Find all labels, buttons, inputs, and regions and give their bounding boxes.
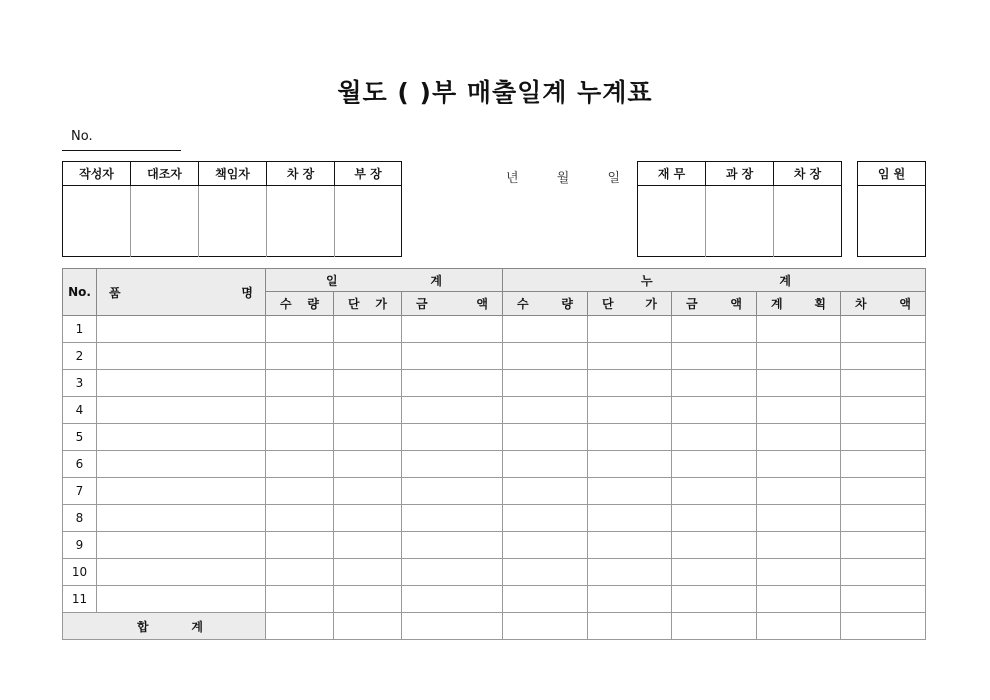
hdr-char: 획 — [814, 297, 826, 311]
table-cell[interactable] — [402, 478, 503, 505]
date-year-label: 년 — [506, 171, 519, 186]
approval-deputy2-sign[interactable] — [774, 186, 842, 257]
total-cell[interactable] — [757, 613, 841, 640]
table-cell[interactable] — [503, 343, 588, 370]
hdr-char: 액 — [899, 297, 912, 311]
sales-table — [62, 268, 926, 640]
table-cell[interactable] — [588, 586, 672, 613]
date-day-label: 일 — [607, 171, 620, 186]
cumulative-quantity-header — [503, 292, 588, 316]
table-cell[interactable] — [841, 532, 926, 559]
total-cell[interactable] — [841, 613, 926, 640]
total-cell[interactable] — [334, 613, 402, 640]
hdr-char: 액 — [476, 297, 488, 311]
table-cell[interactable] — [334, 316, 402, 343]
table-cell[interactable] — [841, 316, 926, 343]
table-row — [63, 451, 926, 478]
table-cell[interactable] — [588, 532, 672, 559]
table-cell[interactable] — [402, 316, 503, 343]
table-cell[interactable] — [503, 451, 588, 478]
item-name-cell[interactable] — [97, 532, 266, 559]
table-cell[interactable] — [841, 424, 926, 451]
table-cell[interactable] — [334, 451, 402, 478]
table-cell[interactable] — [757, 505, 841, 532]
table-cell[interactable] — [672, 559, 757, 586]
table-cell[interactable] — [672, 370, 757, 397]
daily-total-group-header — [266, 269, 503, 292]
table-cell[interactable] — [757, 532, 841, 559]
approval-section-chief-header: 과 장 — [706, 162, 774, 186]
total-cell[interactable] — [266, 613, 334, 640]
table-cell[interactable] — [334, 343, 402, 370]
row-number: 8 — [63, 505, 97, 532]
daily-amount-header — [402, 292, 503, 316]
table-row — [63, 586, 926, 613]
hdr-char: 액 — [730, 297, 742, 311]
table-row — [63, 370, 926, 397]
daily-quantity-header — [266, 292, 334, 316]
row-number: 1 — [63, 316, 97, 343]
approval-box-right — [637, 161, 842, 257]
row-number: 7 — [63, 478, 97, 505]
table-cell[interactable] — [266, 451, 334, 478]
cumulative-difference-header — [841, 292, 926, 316]
item-name-cell[interactable] — [97, 424, 266, 451]
hdr-char: 계 — [771, 297, 783, 311]
table-cell[interactable] — [588, 505, 672, 532]
hdr-char: 가 — [375, 297, 387, 311]
hdr-char: 수 — [280, 297, 292, 311]
item-name-cell[interactable] — [97, 478, 266, 505]
table-cell[interactable] — [334, 424, 402, 451]
row-number: 9 — [63, 532, 97, 559]
approval-exec-header: 임 원 — [858, 162, 926, 186]
item-header-char-2: 명 — [241, 285, 253, 300]
table-cell[interactable] — [503, 559, 588, 586]
table-cell[interactable] — [757, 586, 841, 613]
table-cell[interactable] — [757, 559, 841, 586]
total-cell[interactable] — [503, 613, 588, 640]
approval-deputy2-header: 차 장 — [774, 162, 842, 186]
hdr-char: 금 — [416, 297, 428, 311]
page-title: 월도 ( )부 매출일계 누계표 — [337, 78, 653, 107]
table-cell[interactable] — [672, 316, 757, 343]
cumulative-header-char-1: 누 — [641, 273, 653, 288]
table-cell[interactable] — [266, 316, 334, 343]
approval-dept-head-header: 부 장 — [335, 162, 402, 186]
table-row — [63, 397, 926, 424]
hdr-char: 단 — [348, 297, 360, 311]
table-cell[interactable] — [588, 478, 672, 505]
table-cell[interactable] — [841, 586, 926, 613]
table-row — [63, 478, 926, 505]
table-cell[interactable] — [402, 397, 503, 424]
item-name-cell[interactable] — [97, 316, 266, 343]
table-row — [63, 316, 926, 343]
table-cell[interactable] — [588, 424, 672, 451]
table-cell[interactable] — [402, 559, 503, 586]
hdr-char: 량 — [307, 297, 319, 311]
hdr-char: 수 — [517, 297, 529, 311]
table-cell[interactable] — [334, 532, 402, 559]
table-cell[interactable] — [672, 343, 757, 370]
table-cell[interactable] — [841, 559, 926, 586]
approval-finance-header: 재 무 — [638, 162, 706, 186]
table-cell[interactable] — [588, 316, 672, 343]
table-cell[interactable] — [503, 478, 588, 505]
table-cell[interactable] — [266, 532, 334, 559]
table-cell[interactable] — [503, 370, 588, 397]
approval-manager-sign[interactable] — [199, 186, 267, 257]
item-name-cell[interactable] — [97, 586, 266, 613]
table-row — [63, 505, 926, 532]
table-cell[interactable] — [588, 370, 672, 397]
item-name-cell[interactable] — [97, 370, 266, 397]
row-number: 4 — [63, 397, 97, 424]
table-cell[interactable] — [402, 586, 503, 613]
table-cell[interactable] — [402, 424, 503, 451]
daily-unit-price-header — [334, 292, 402, 316]
date-field[interactable] — [506, 167, 620, 186]
table-cell[interactable] — [503, 532, 588, 559]
table-cell[interactable] — [503, 424, 588, 451]
table-cell[interactable] — [841, 451, 926, 478]
no-column-header: No. — [63, 269, 97, 316]
table-cell[interactable] — [757, 343, 841, 370]
table-cell[interactable] — [266, 559, 334, 586]
cumulative-unit-price-header — [588, 292, 672, 316]
item-name-cell[interactable] — [97, 343, 266, 370]
table-cell[interactable] — [672, 505, 757, 532]
table-cell[interactable] — [757, 424, 841, 451]
table-cell[interactable] — [402, 343, 503, 370]
table-cell[interactable] — [266, 478, 334, 505]
table-cell[interactable] — [757, 370, 841, 397]
table-cell[interactable] — [672, 478, 757, 505]
table-cell[interactable] — [266, 424, 334, 451]
total-cell[interactable] — [672, 613, 757, 640]
table-cell[interactable] — [334, 397, 402, 424]
daily-header-char-1: 일 — [326, 273, 338, 288]
table-row — [63, 559, 926, 586]
hdr-char: 량 — [561, 297, 573, 311]
table-cell[interactable] — [588, 451, 672, 478]
table-cell[interactable] — [402, 505, 503, 532]
document-number-label: No. — [71, 129, 93, 144]
table-cell[interactable] — [672, 397, 757, 424]
cumulative-header-char-2: 계 — [779, 273, 792, 288]
document-number-field[interactable] — [62, 150, 181, 151]
table-row — [63, 424, 926, 451]
approval-exec-sign[interactable] — [858, 186, 926, 257]
table-cell[interactable] — [402, 370, 503, 397]
table-cell[interactable] — [588, 343, 672, 370]
table-cell[interactable] — [672, 586, 757, 613]
approval-writer-header: 작성자 — [63, 162, 131, 186]
hdr-char: 차 — [855, 297, 867, 311]
table-cell[interactable] — [757, 478, 841, 505]
table-cell[interactable] — [334, 370, 402, 397]
item-name-cell[interactable] — [97, 451, 266, 478]
table-cell[interactable] — [334, 559, 402, 586]
table-cell[interactable] — [266, 397, 334, 424]
table-cell[interactable] — [757, 451, 841, 478]
table-cell[interactable] — [841, 343, 926, 370]
cumulative-total-group-header — [503, 269, 926, 292]
total-row-label — [63, 613, 266, 640]
table-cell[interactable] — [266, 370, 334, 397]
table-cell[interactable] — [757, 397, 841, 424]
cumulative-plan-header — [757, 292, 841, 316]
total-cell[interactable] — [402, 613, 503, 640]
table-cell[interactable] — [266, 343, 334, 370]
approval-writer-sign[interactable] — [63, 186, 131, 257]
table-body — [63, 316, 926, 613]
table-cell[interactable] — [588, 559, 672, 586]
table-cell[interactable] — [672, 532, 757, 559]
table-cell[interactable] — [841, 370, 926, 397]
item-name-cell[interactable] — [97, 505, 266, 532]
table-cell[interactable] — [334, 586, 402, 613]
hdr-char: 가 — [645, 297, 657, 311]
hdr-char: 금 — [686, 297, 698, 311]
table-cell[interactable] — [334, 478, 402, 505]
table-cell[interactable] — [588, 397, 672, 424]
table-cell[interactable] — [266, 505, 334, 532]
daily-header-char-2: 계 — [430, 273, 442, 288]
row-number: 11 — [63, 586, 97, 613]
table-cell[interactable] — [503, 586, 588, 613]
row-number: 3 — [63, 370, 97, 397]
table-cell[interactable] — [266, 586, 334, 613]
table-cell[interactable] — [841, 505, 926, 532]
row-number: 2 — [63, 343, 97, 370]
table-cell[interactable] — [503, 505, 588, 532]
row-number: 10 — [63, 559, 97, 586]
approval-deputy-header: 차 장 — [267, 162, 335, 186]
table-cell[interactable] — [503, 397, 588, 424]
approval-manager-header: 책임자 — [199, 162, 267, 186]
table-cell[interactable] — [503, 316, 588, 343]
table-row — [63, 532, 926, 559]
row-number: 6 — [63, 451, 97, 478]
total-cell[interactable] — [588, 613, 672, 640]
table-cell[interactable] — [757, 316, 841, 343]
approval-box-exec — [857, 161, 926, 257]
approval-section-chief-sign[interactable] — [706, 186, 774, 257]
approval-dept-head-sign[interactable] — [335, 186, 402, 257]
item-name-cell[interactable] — [97, 397, 266, 424]
item-header-char-1: 품 — [109, 285, 121, 300]
table-cell[interactable] — [402, 451, 503, 478]
approval-checker-sign[interactable] — [131, 186, 199, 257]
table-cell[interactable] — [672, 451, 757, 478]
row-number: 5 — [63, 424, 97, 451]
table-row — [63, 343, 926, 370]
approval-box-left — [62, 161, 402, 257]
approval-finance-sign[interactable] — [638, 186, 706, 257]
table-cell[interactable] — [841, 397, 926, 424]
approval-deputy-sign[interactable] — [267, 186, 335, 257]
date-month-label: 월 — [556, 171, 570, 186]
cumulative-amount-header — [672, 292, 757, 316]
table-cell[interactable] — [334, 505, 402, 532]
hdr-char: 단 — [602, 297, 614, 311]
table-cell[interactable] — [672, 424, 757, 451]
table-cell[interactable] — [841, 478, 926, 505]
total-label-char-2: 계 — [191, 619, 203, 634]
item-name-cell[interactable] — [97, 559, 266, 586]
approval-checker-header: 대조자 — [131, 162, 199, 186]
total-label-char-1: 합 — [137, 619, 149, 634]
item-name-column-header — [97, 269, 266, 316]
table-cell[interactable] — [402, 532, 503, 559]
